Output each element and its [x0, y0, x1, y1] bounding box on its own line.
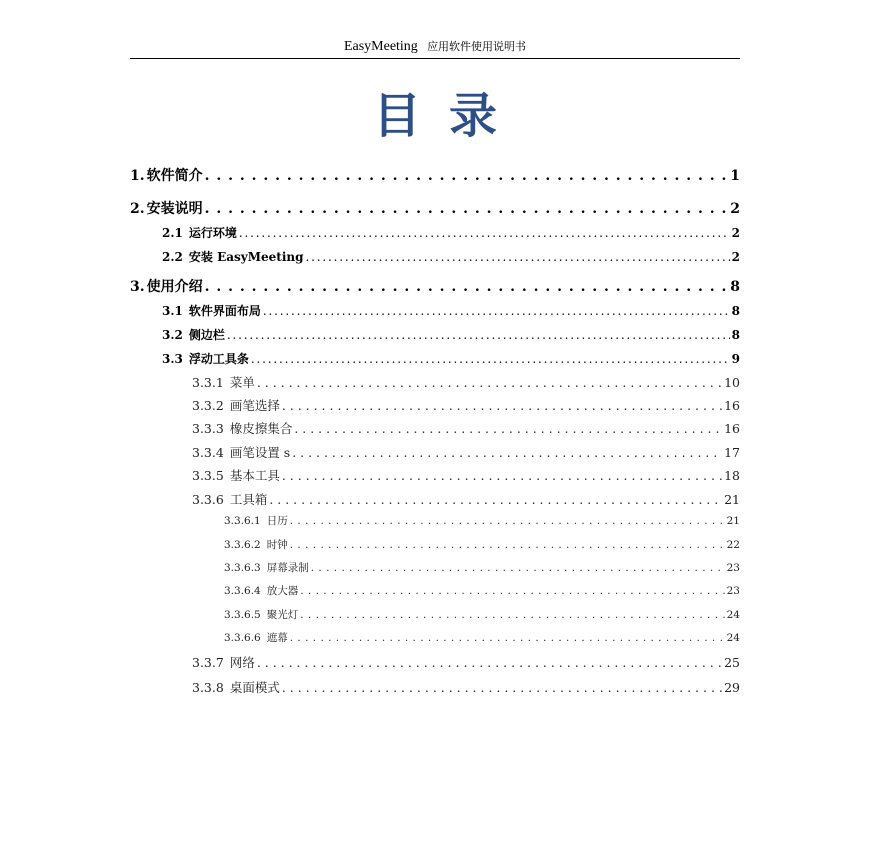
toc-entry-page: 16: [724, 398, 740, 413]
toc-title: 目录: [372, 88, 525, 144]
toc-entry-label: 软件简介: [146, 168, 203, 184]
toc-dot-leader: [306, 250, 730, 264]
toc-entry-page: 9: [731, 352, 740, 366]
toc-entry[interactable]: [192, 419, 740, 437]
toc-entry-label: 屏幕录制: [266, 562, 309, 574]
toc-entry-label: 桌面模式: [229, 680, 280, 695]
toc-dot-leader: [282, 680, 722, 695]
toc-entry-page: 8: [730, 279, 740, 295]
toc-entry[interactable]: [162, 350, 740, 367]
toc-entry-label: 日历: [266, 515, 288, 527]
toc-entry-label: 菜单: [229, 375, 255, 390]
toc-entry-label: 时钟: [266, 539, 288, 551]
toc-dot-leader: [257, 655, 722, 670]
toc-entry-page: 24: [726, 632, 740, 644]
toc-dot-leader: [290, 632, 725, 644]
toc-entry-label: 遮幕: [266, 632, 288, 644]
toc-entry[interactable]: [192, 443, 740, 461]
toc-entry-page: 8: [731, 328, 740, 342]
toc-entry[interactable]: [192, 373, 740, 391]
toc-entry-label: 安装说明: [146, 201, 203, 217]
toc-entry[interactable]: [162, 224, 740, 241]
toc-entry[interactable]: [192, 653, 740, 671]
toc-dot-leader: [290, 515, 725, 527]
toc-entry-label: 画笔选择: [229, 398, 280, 413]
toc-dot-leader: [239, 226, 730, 240]
toc-dot-leader: [292, 445, 722, 460]
toc-entry[interactable]: [130, 276, 740, 296]
toc-entry-page: 2: [731, 226, 740, 240]
toc-entry-page: 25: [724, 655, 740, 670]
toc-dot-leader: [263, 304, 730, 318]
toc-entry-number: 3.3.6.2: [224, 539, 261, 551]
toc-entry-number: 3.3.6.3: [224, 562, 261, 574]
toc-dot-leader: [282, 468, 722, 483]
toc-dot-leader: [269, 492, 722, 507]
toc-entry-number: 2.: [130, 201, 145, 217]
header-brand: EasyMeeting: [343, 39, 418, 54]
toc-entry-number: 3.3.3: [192, 421, 224, 436]
toc-entry[interactable]: [192, 466, 740, 484]
page-header: [130, 38, 740, 55]
toc-entry-number: 3.3.7: [192, 655, 224, 670]
toc-entry[interactable]: [224, 607, 740, 622]
toc-entry-page: 2: [731, 250, 740, 264]
toc-entry-number: 3.2: [162, 328, 183, 342]
toc-dot-leader: [205, 168, 729, 184]
toc-entry-number: 3.3.4: [192, 445, 224, 460]
toc-entry-number: 1.: [130, 168, 145, 184]
toc-entry-number: 3.3.6.4: [224, 585, 261, 597]
toc-entry-label: 安装 EasyMeeting: [188, 250, 304, 264]
toc-dot-leader: [227, 328, 730, 342]
toc-dot-leader: [300, 609, 724, 621]
toc-entry-page: 1: [730, 168, 740, 184]
toc-entry-page: 10: [724, 375, 740, 390]
toc-dot-leader: [205, 201, 729, 217]
toc-entry-number: 3.3.6.6: [224, 632, 261, 644]
toc-entry-number: 3.3.1: [192, 375, 224, 390]
toc-dot-leader: [300, 585, 724, 597]
toc-entry[interactable]: [130, 198, 740, 218]
toc-entry-number: 3.: [130, 279, 145, 295]
toc-entry-number: 3.3.8: [192, 680, 224, 695]
toc-dot-leader: [282, 398, 722, 413]
toc-entry-page: 23: [726, 585, 740, 597]
toc-entry-page: 17: [724, 445, 740, 460]
toc-entry-page: 21: [724, 492, 740, 507]
toc-entry[interactable]: [162, 302, 740, 319]
toc-entry[interactable]: [130, 165, 740, 185]
toc-dot-leader: [294, 421, 722, 436]
toc-dot-leader: [311, 562, 725, 574]
header-subtitle: 应用软件使用说明书: [427, 41, 527, 53]
toc-entry-label: 运行环境: [188, 226, 237, 240]
toc-entry-page: 23: [726, 562, 740, 574]
toc-entry-page: 29: [724, 680, 740, 695]
toc-entry-page: 16: [724, 421, 740, 436]
toc-entry-number: 3.3.6: [192, 492, 224, 507]
header-divider: [130, 58, 740, 59]
toc-entry[interactable]: [192, 678, 740, 696]
toc-entry-number: 2.1: [162, 226, 183, 240]
toc-entry-label: 基本工具: [229, 468, 280, 483]
toc-entry-page: 8: [731, 304, 740, 318]
toc-entry-number: 3.3: [162, 352, 183, 366]
toc-entry[interactable]: [224, 537, 740, 552]
toc-entry-number: 3.3.6.1: [224, 515, 261, 527]
toc-entry-page: 22: [726, 539, 740, 551]
toc-entry-number: 2.2: [162, 250, 183, 264]
toc-entry-label: 软件界面布局: [188, 304, 261, 318]
toc-entry-label: 放大器: [266, 585, 299, 597]
toc-entry-label: 侧边栏: [188, 328, 225, 342]
toc-entry-label: 浮动工具条: [188, 352, 249, 366]
toc-entry-number: 3.1: [162, 304, 183, 318]
toc-entry-label: 工具箱: [229, 492, 268, 507]
toc-entry-label: 使用介绍: [146, 279, 203, 295]
toc-entry-page: 2: [730, 201, 740, 217]
toc-entry[interactable]: [192, 490, 740, 508]
toc-entry[interactable]: [162, 326, 740, 343]
toc-entry-page: 21: [726, 515, 740, 527]
toc-entry[interactable]: [162, 248, 740, 265]
toc-dot-leader: [257, 375, 722, 390]
toc-entry-number: 3.3.6.5: [224, 609, 261, 621]
toc-dot-leader: [290, 539, 725, 551]
toc-entry-label: 画笔设置 s: [229, 445, 291, 460]
toc-entry-number: 3.3.5: [192, 468, 224, 483]
toc-entry-number: 3.3.2: [192, 398, 224, 413]
toc-entry-label: 橡皮擦集合: [229, 421, 293, 436]
toc-entry[interactable]: [224, 560, 740, 575]
toc-entry-label: 聚光灯: [266, 609, 299, 621]
toc-entry-page: 18: [724, 468, 740, 483]
toc-entry[interactable]: [224, 583, 740, 598]
toc-dot-leader: [205, 279, 729, 295]
toc-dot-leader: [251, 352, 730, 366]
toc-entry-page: 24: [726, 609, 740, 621]
toc-entry-label: 网络: [229, 655, 255, 670]
toc-entry[interactable]: [224, 513, 740, 528]
toc-entry[interactable]: [224, 630, 740, 645]
toc-entry[interactable]: [192, 396, 740, 414]
